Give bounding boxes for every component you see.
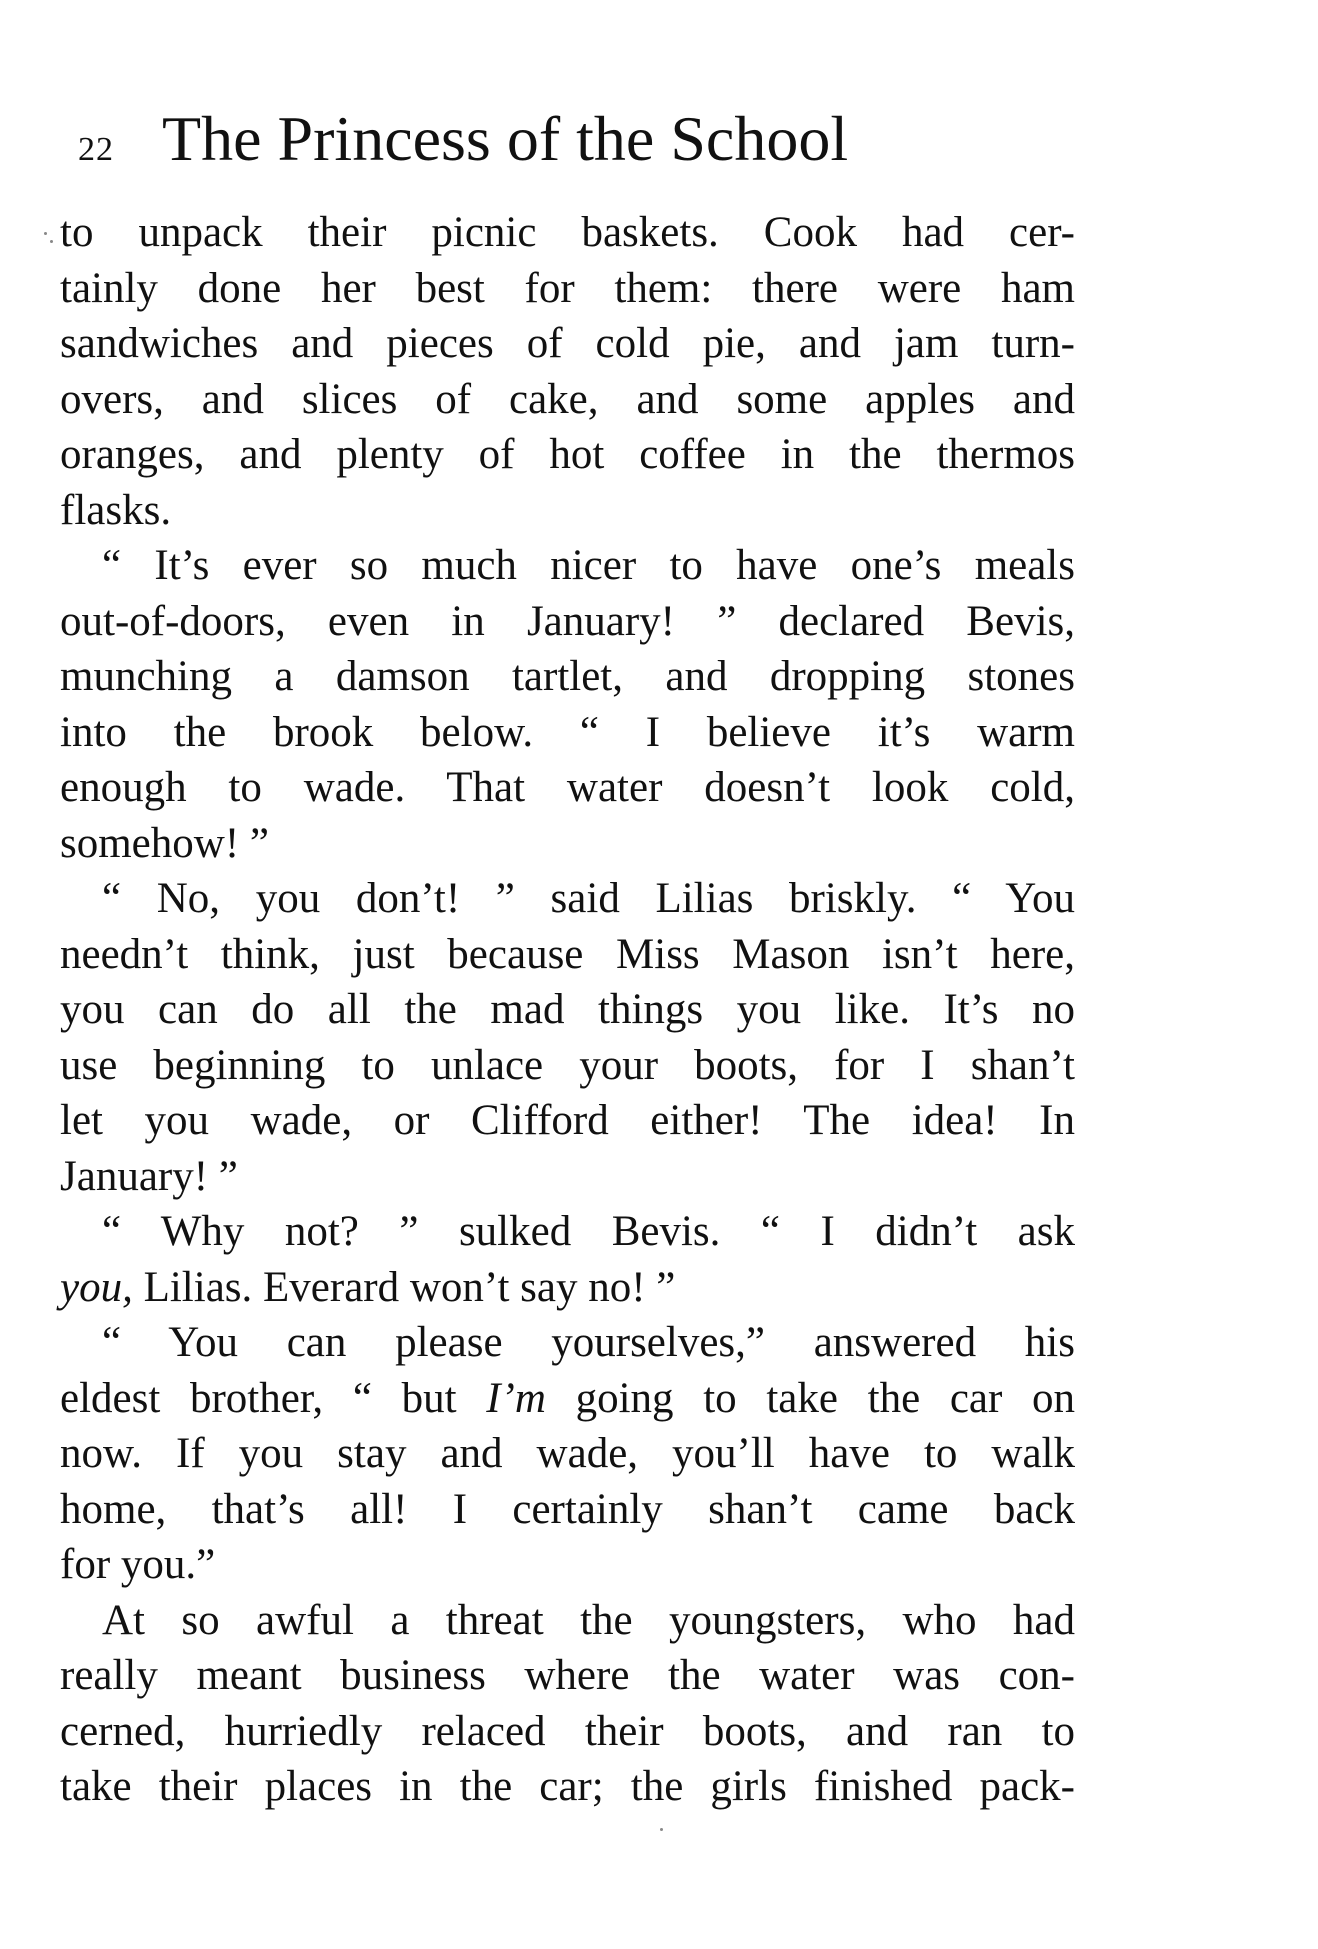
text-line: overs, and slices of cake, and some apples and [60, 375, 1075, 423]
scan-speck [50, 240, 53, 243]
text-line: you can do all the mad things you like. It’s no [60, 986, 1075, 1033]
text-line: enough to wade. That water doesn’t look cold, [60, 764, 1075, 811]
text-line: “ You can please yourselves,” answered his [102, 1319, 1075, 1366]
text-line: “ It’s ever so much nicer to have one’s meals [102, 542, 1075, 589]
text-line: needn’t think, just because Miss Mason isn’t here, [60, 930, 1075, 978]
page-number: 22 [78, 131, 114, 168]
text-line: let you wade, or Clifford either! The idea! In [60, 1097, 1075, 1144]
text-line: home, that’s all! I certainly shan’t came back [60, 1485, 1075, 1533]
text-line: At so awful a threat the youngsters, who had [102, 1596, 1075, 1644]
scan-speck [660, 1828, 663, 1831]
text-line: somehow! ” [60, 819, 269, 867]
text-line: out-of-doors, even in January! ” declared Bevis, [60, 597, 1075, 645]
text-line: cerned, hurriedly relaced their boots, and ran to [60, 1707, 1075, 1755]
page-header [78, 102, 1178, 182]
text-line: “ Why not? ” sulked Bevis. “ I didn’t ask [102, 1208, 1075, 1255]
text-line: into the brook below. “ I believe it’s warm [60, 708, 1075, 756]
text-line: really meant business where the water was con- [60, 1652, 1075, 1699]
text-line: use beginning to unlace your boots, for I shan’t [60, 1041, 1075, 1089]
text-line: January! ” [60, 1152, 238, 1200]
body-text [60, 205, 1075, 1815]
running-title: The Princess of the School [162, 103, 849, 174]
scan-speck [44, 232, 47, 235]
text-line: sandwiches and pieces of cold pie, and jam turn- [60, 320, 1075, 367]
text-line: take their places in the car; the girls finished pack- [60, 1763, 1075, 1810]
text-line: now. If you stay and wade, you’ll have to walk [60, 1430, 1075, 1477]
text-line: to unpack their picnic baskets. Cook had cer- [60, 209, 1075, 256]
text-line: you, Lilias. Everard won’t say no! ” [60, 1263, 676, 1311]
text-line: flasks. [60, 486, 172, 534]
text-line: tainly done her best for them: there were ham [60, 264, 1075, 312]
text-line: for you.” [60, 1541, 216, 1588]
text-line: oranges, and plenty of hot coffee in the thermos [60, 431, 1075, 478]
text-line: “ No, you don’t! ” said Lilias briskly. “ You [102, 875, 1075, 922]
text-line: munching a damson tartlet, and dropping stones [60, 653, 1075, 700]
text-line: eldest brother, “ but I’m going to take the car on [60, 1374, 1075, 1422]
